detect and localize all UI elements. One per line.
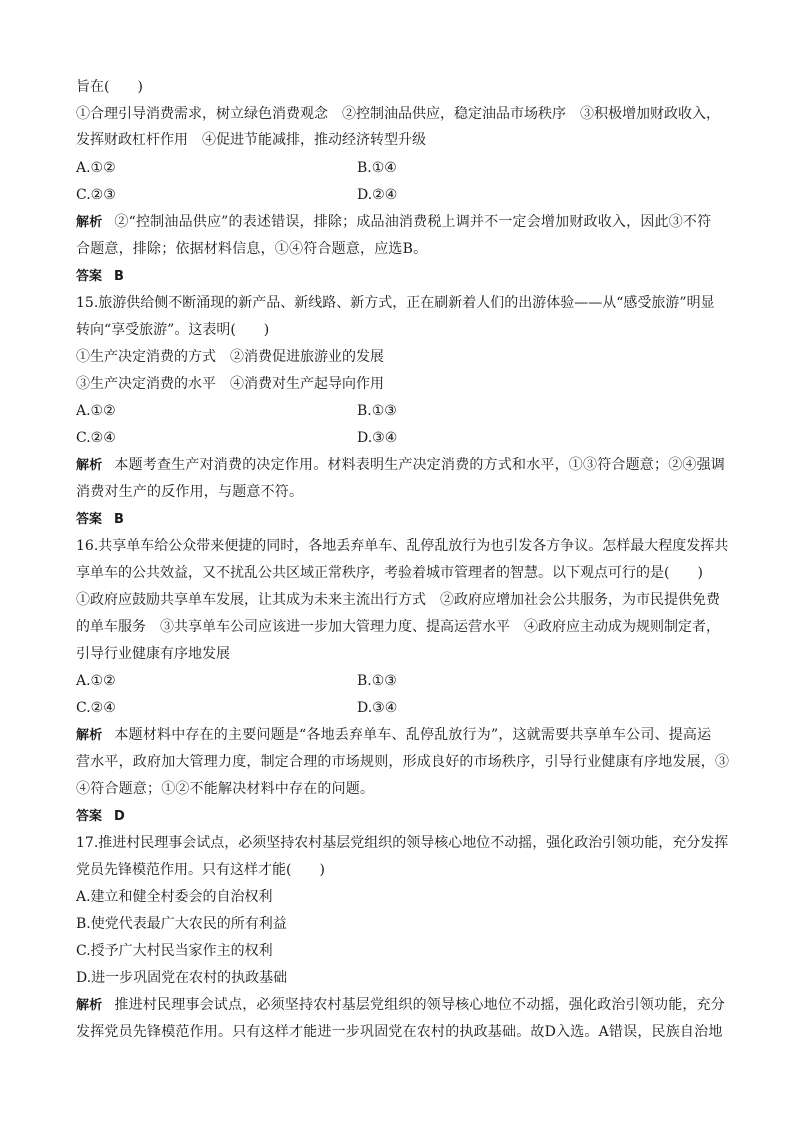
q14-option-a: A.①②: [76, 160, 116, 176]
q16-option-d: D.③④: [357, 700, 398, 716]
analysis-label: 解析: [76, 215, 103, 230]
analysis-label: 解析: [76, 728, 103, 743]
q15-stem-line-1: 15.旅游供给侧不断涌现的新产品、新线路、新方式，正在刷新着人们的出游体验——从“感受旅游”明显: [76, 295, 715, 311]
q14-statement-line-2: 发挥财政杠杆作用 ④促进节能减排，推动经济转型升级: [76, 132, 426, 148]
q16-analysis-line-1: [76, 726, 744, 745]
q16-answer: [76, 807, 744, 826]
q17-option-b: B.使党代表最广大农民的所有利益: [76, 916, 287, 932]
q16-stem-line-1: 16.共享单车给公众带来便捷的同时，各地丢弃单车、乱停乱放行为也引发各方争议。怎样最大程度发挥共: [76, 538, 729, 554]
q17-analysis-line-1: [76, 996, 744, 1015]
q16-analysis-text-1: 本题材料中存在的主要问题是“各地丢弃单车、乱停乱放行为”，这就需要共享单车公司、提高运: [114, 727, 712, 743]
q15-analysis-line-2: 消费对生产的反作用，与题意不符。: [76, 484, 304, 500]
q17-stem-line-1: 17.推进村民理事会试点，必须坚持农村基层党组织的领导核心地位不动摇，强化政治引领功能，充分发挥: [76, 835, 729, 851]
q16-statement-line-1: ①政府应鼓励共享单车发展，让其成为未来主流出行方式 ②政府应增加社会公共服务，为市民提供免费: [76, 592, 720, 608]
q16-statement-line-3: 引导行业健康有序地发展: [76, 646, 230, 662]
q17-option-d: D.进一步巩固党在农村的执政基础: [76, 970, 288, 986]
analysis-label: 解析: [76, 458, 103, 473]
q17-analysis-text-1: 推进村民理事会试点，必须坚持农村基层党组织的领导核心地位不动摇，强化政治引领功能，充分: [114, 997, 726, 1013]
q17-option-c: C.授予广大村民当家作主的权利: [76, 943, 273, 959]
q16-stem-line-2: 享单车的公共效益，又不扰乱公共区域正常秩序，考验着城市管理者的智慧。以下观点可行的是( ): [76, 565, 703, 581]
q15-option-d: D.③④: [357, 430, 398, 446]
q16-option-c: C.②④: [76, 700, 116, 716]
q15-statement-line-1: ①生产决定消费的方式 ②消费促进旅游业的发展: [76, 349, 384, 365]
q15-analysis-line-1: [76, 456, 744, 475]
q14-statement-line-1: ①合理引导消费需求，树立绿色消费观念 ②控制油品供应，稳定油品市场秩序 ③积极增加财政收入，: [76, 106, 720, 122]
q15-analysis-text-1: 本题考查生产对消费的决定作用。材料表明生产决定消费的方式和水平，①③符合题意；②④强调: [114, 457, 726, 473]
q15-option-a: A.①②: [76, 403, 116, 419]
q16-statement-line-2: 的单车服务 ③共享单车公司应该进一步加大管理力度、提高运营水平 ④政府应主动成为规则制定者，: [76, 619, 720, 635]
q14-answer-value: B: [114, 269, 124, 284]
q17-analysis-line-2: 发挥党员先锋模范作用。只有这样才能进一步巩固党在农村的执政基础。故D入选。A错误，民族自治地: [76, 1024, 723, 1040]
q14-option-d: D.②④: [357, 187, 398, 203]
q15-option-b: B.①③: [357, 403, 397, 419]
answer-label: 答案: [76, 269, 103, 284]
answer-label: 答案: [76, 809, 103, 824]
q14-answer: [76, 267, 744, 286]
analysis-label: 解析: [76, 998, 103, 1013]
q14-stem-end: 旨在( ): [76, 79, 143, 95]
q16-answer-value: D: [114, 809, 125, 824]
q14-option-c: C.②③: [76, 187, 116, 203]
q16-option-b: B.①③: [357, 673, 397, 689]
q14-analysis-line-1: [76, 213, 744, 232]
q15-stem-line-2: 转向“享受旅游”。这表明( ): [76, 322, 270, 338]
q16-analysis-line-2: 营水平，政府加大管理力度，制定合理的市场规则，形成良好的市场秩序，引导行业健康有序地发展，③: [76, 754, 730, 770]
q14-analysis-text-1: ②“控制油品供应”的表述错误，排除；成品油消费税上调并不一定会增加财政收入，因此③不符: [114, 214, 712, 230]
q14-analysis-line-2: 合题意，排除；依据材料信息，①④符合题意，应选B。: [76, 241, 428, 257]
q14-option-b: B.①④: [357, 160, 397, 176]
q17-option-a: A.建立和健全村委会的自治权利: [76, 889, 273, 905]
q16-option-a: A.①②: [76, 673, 116, 689]
q16-analysis-line-3: ④符合题意；①②不能解决材料中存在的问题。: [76, 781, 375, 797]
q15-statement-line-2: ③生产决定消费的水平 ④消费对生产起导向作用: [76, 376, 384, 392]
q15-answer: [76, 510, 744, 529]
q15-option-c: C.②④: [76, 430, 116, 446]
q15-answer-value: B: [114, 512, 124, 527]
answer-label: 答案: [76, 512, 103, 527]
q17-stem-line-2: 党员先锋模范作用。只有这样才能( ): [76, 862, 325, 878]
